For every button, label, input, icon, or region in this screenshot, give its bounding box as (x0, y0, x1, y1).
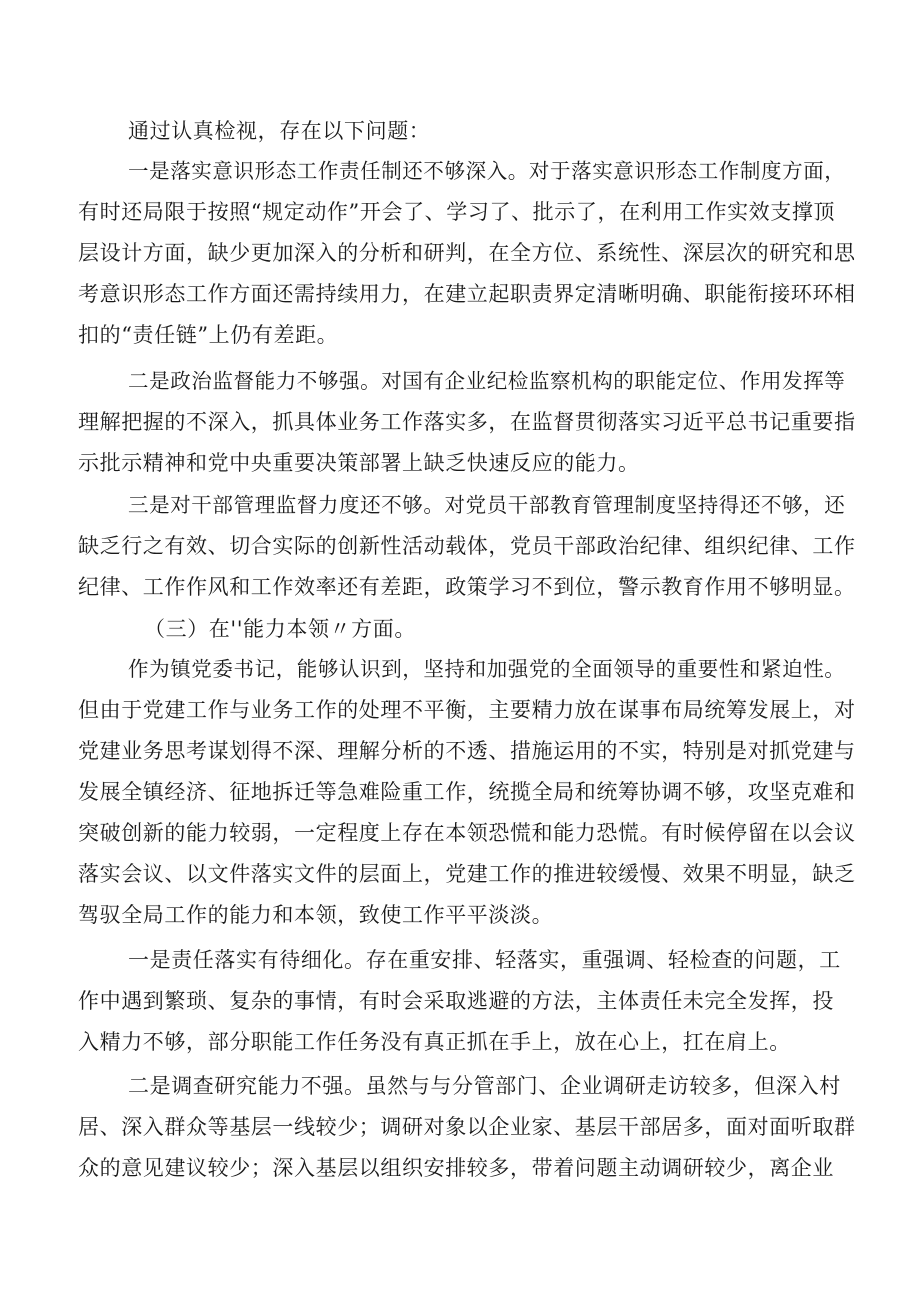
text-line: 一是落实意识形态工作责任制还不够深入。对于落实意识形态工作制度方面， (128, 159, 846, 183)
text-line: 考意识形态工作方面还需持续用力，在建立起职责界定清晰明确、职能衔接环环相 (78, 282, 856, 306)
text-line: 驾驭全局工作的能力和本领，致使工作平平淡淡。 (78, 903, 554, 927)
text-line: 层设计方面，缺少更加深入的分析和研判，在全方位、系统性、深层次的研究和思 (78, 241, 856, 265)
text-line: 二是政治监督能力不够强。对国有企业纪检监察机构的职能定位、作用发挥等 (128, 369, 846, 393)
text-line: 落实会议、以文件落实文件的层面上，党建工作的推进较缓慢、效果不明显，缺乏 (78, 862, 856, 886)
text-line: 党建业务思考谋划得不深、理解分析的不透、措施运用的不实，特别是对抓党建与 (78, 739, 856, 763)
text-line: 发展全镇经济、征地拆迁等急难险重工作，统揽全局和统筹协调不够，攻坚克难和 (78, 780, 856, 804)
text-line: 理解把握的不深入，抓具体业务工作落实多，在监督贯彻落实习近平总书记重要指 (78, 410, 856, 434)
text-line: 扣的“责任链”上仍有差距。 (78, 323, 339, 347)
text-line: 入精力不够，部分职能工作任务没有真正抓在手上，放在心上，扛在肩上。 (78, 1030, 791, 1054)
text-line: 居、深入群众等基层一线较少；调研对象以企业家、基层干部居多，面对面听取群 (78, 1115, 856, 1139)
text-line: 众的意见建议较少；深入基层以组织安排较多，带着问题主动调研较少，离企业 (78, 1156, 834, 1180)
section-heading: （三）在''能力本领〃方面。 (144, 617, 416, 641)
text-line: 但由于党建工作与业务工作的处理不平衡，主要精力放在谋事布局统筹发展上，对 (78, 698, 856, 722)
text-line: 通过认真检视，存在以下问题： (128, 119, 431, 143)
text-line: 二是调查研究能力不强。虽然与与分管部门、企业调研走访较多，但深入村 (128, 1074, 841, 1098)
text-line: 纪律、工作作风和工作效率还有差距，政策学习不到位，警示教育作用不够明显。 (78, 575, 856, 599)
text-line: 示批示精神和党中央重要决策部署上缺乏快速反应的能力。 (78, 451, 640, 475)
text-line: 作为镇党委书记，能够认识到，坚持和加强党的全面领导的重要性和紧迫性。 (128, 657, 846, 681)
text-line: 一是责任落实有待细化。存在重安排、轻落实，重强调、轻检查的问题，工 (128, 948, 841, 972)
text-line: 突破创新的能力较弱，一定程度上存在本领恐慌和能力恐慌。有时候停留在以会议 (78, 821, 856, 845)
text-line: 三是对干部管理监督力度还不够。对党员干部教育管理制度坚持得还不够，还 (128, 493, 846, 517)
text-line: 有时还局限于按照“规定动作”开会了、学习了、批示了，在利用工作实效支撑顶 (78, 200, 836, 224)
text-line: 缺乏行之有效、切合实际的创新性活动载体，党员干部政治纪律、组织纪律、工作 (78, 534, 856, 558)
text-line: 作中遇到繁琐、复杂的事情，有时会采取逃避的方法，主体责任未完全发挥，投 (78, 989, 834, 1013)
